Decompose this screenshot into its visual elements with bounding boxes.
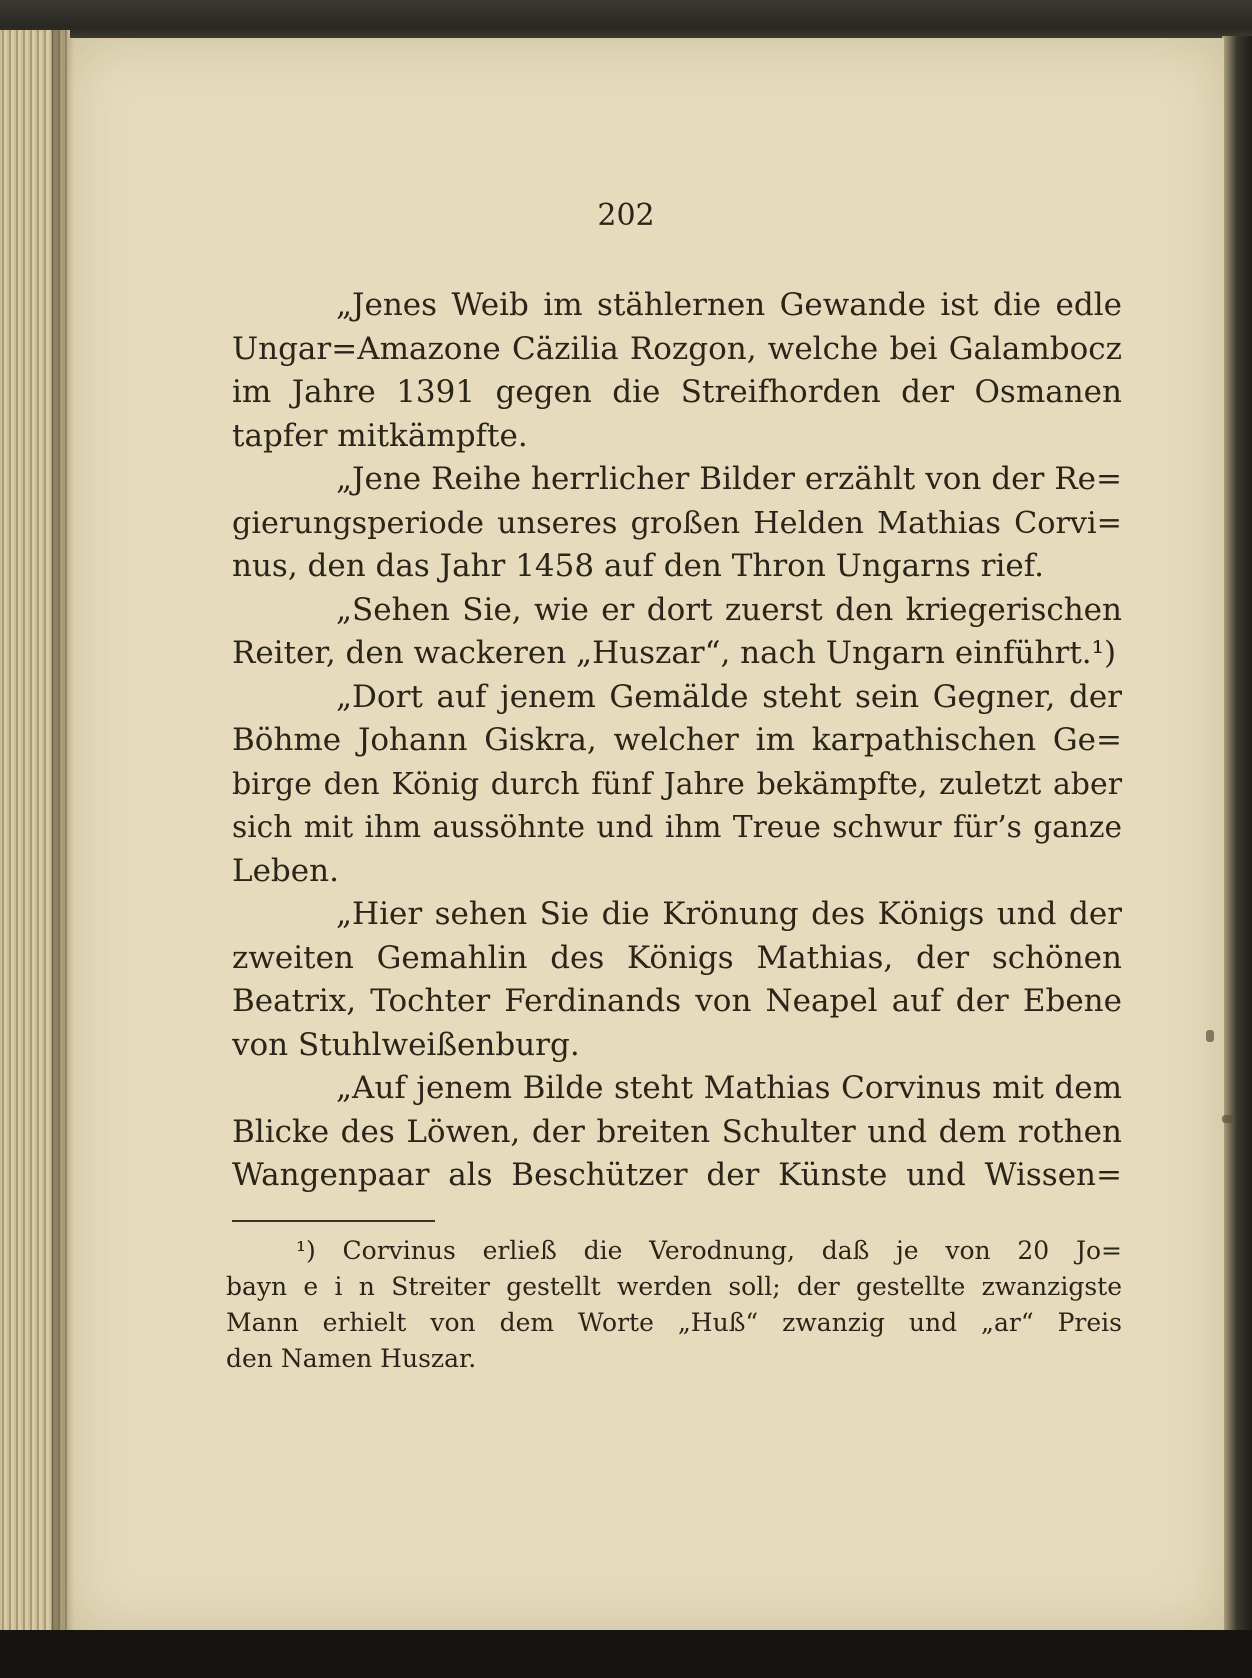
footnote-line: Mann erhielt von dem Worte „Huß“ zwanzig und „ar“ Preis [226,1308,1122,1337]
ink-mark [1222,1115,1234,1123]
text-line: zweiten Gemahlin des Königs Mathias, der schönen [232,939,1122,976]
footnote-line: bayn e i n Streiter gestellt werden soll; der gestellte zwanzigste [226,1272,1122,1301]
text-line: „Jenes Weib im stählernen Gewande ist die edle [336,287,1122,323]
text-line: Leben. [232,852,339,889]
bottom-binding-edge [0,1630,1252,1678]
footnote-line: ¹) Corvinus erließ die Verodnung, daß je von 20 Jo= [296,1236,1122,1265]
text-line: im Jahre 1391 gegen die Streifhorden der Osmanen [232,374,1122,410]
text-line: von Stuhlweißenburg. [232,1026,580,1063]
right-page-edge [1222,36,1252,1636]
text-line: Wangenpaar als Beschützer der Künste und Wissen= [232,1157,1122,1193]
body-text [232,284,1122,1198]
text-line: nus, den das Jahr 1458 auf den Thron Ungarns rief. [232,548,1044,584]
text-line: „Sehen Sie, wie er dort zuerst den kriegerischen [336,591,1122,628]
text-line: „Jene Reihe herrlicher Bilder erzählt von der Re= [336,461,1122,497]
text-line: Blicke des Löwen, der breiten Schulter und dem rothen [232,1113,1122,1150]
text-line: gierungsperiode unseres großen Helden Mathias Corvi= [232,505,1122,541]
text-line: Beatrix, Tochter Ferdinands von Neapel auf der Ebene [232,983,1122,1019]
text-line: sich mit ihm aussöhnte und ihm Treue schwur für’s ganze [232,810,1122,844]
spine-shadow [52,30,74,1630]
text-line: tapfer mitkämpfte. [232,417,528,454]
text-line: „Hier sehen Sie die Krönung des Königs und der [336,896,1122,932]
page-number: 202 [597,198,655,233]
text-line: birge den König durch fünf Jahre bekämpfte, zuletzt aber [232,766,1122,802]
ink-mark [1206,1030,1214,1042]
text-line: Reiter, den wackeren „Huszar“, nach Ungarn einführt.¹) [232,635,1117,671]
footnote [226,1233,1122,1377]
text-line: Böhme Johann Giskra, welcher im karpathischen Ge= [232,722,1122,758]
text-line: „Auf jenem Bilde steht Mathias Corvinus mit dem [336,1070,1122,1106]
footnote-line: den Namen Huszar. [226,1344,477,1373]
text-line: „Dort auf jenem Gemälde steht sein Gegner, der [336,678,1122,715]
text-line: Ungar=Amazone Cäzilia Rozgon, welche bei Galambocz [232,330,1122,367]
footnote-separator [232,1220,435,1222]
